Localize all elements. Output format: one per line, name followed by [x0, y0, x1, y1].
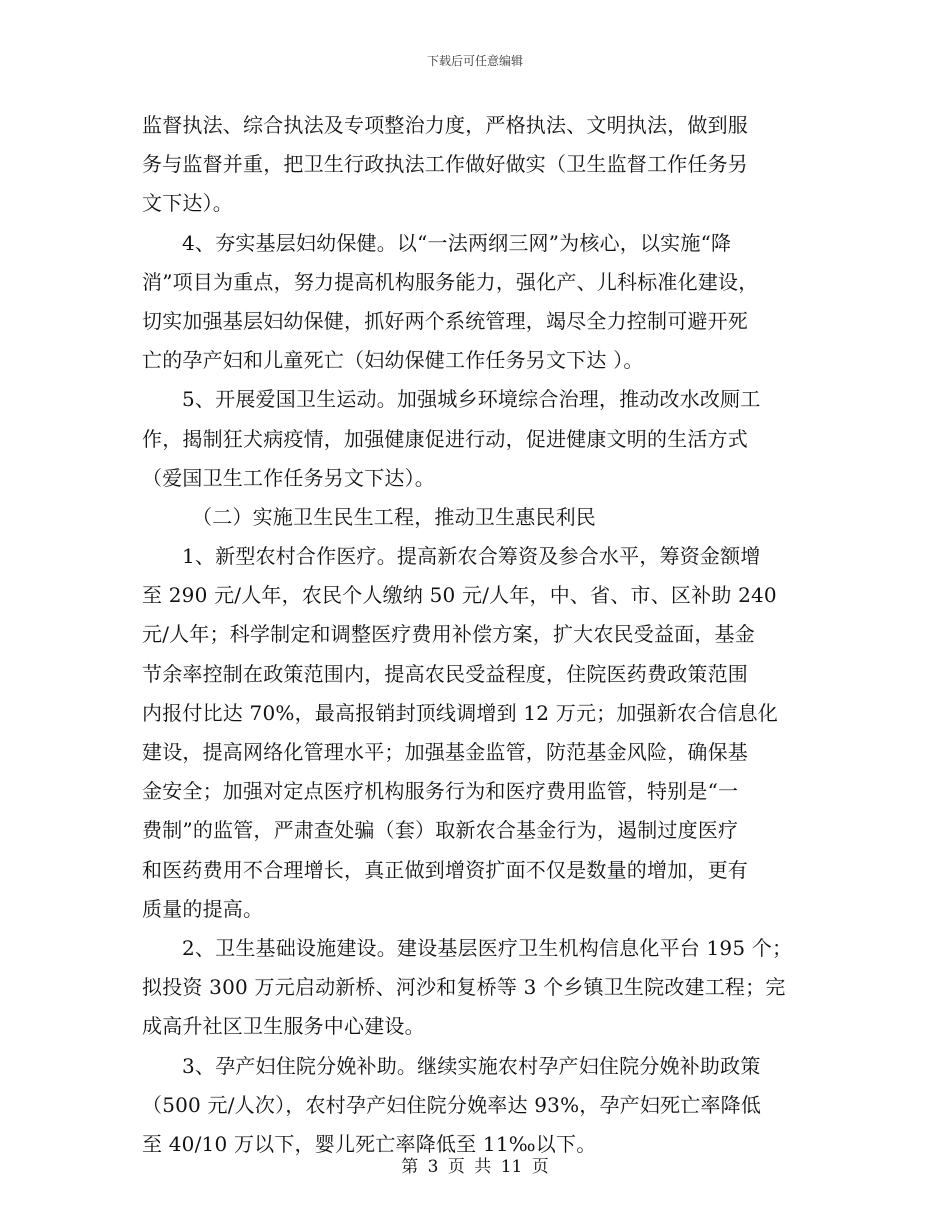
body-line: 务与监督并重，把卫生行政执法工作做好做实（卫生监督工作任务另 — [142, 152, 748, 177]
document-body — [142, 106, 808, 1164]
body-line: 内报付比达 70%，最高报销封顶线调增到 12 万元；加强新农合信息化 — [142, 700, 778, 725]
body-line: 元/人年；科学制定和调整医疗费用补偿方案，扩大农民受益面，基金 — [142, 622, 755, 647]
body-line: 节余率控制在政策范围内，提高农民受益程度，住院医药费政策范围 — [142, 661, 748, 686]
body-line: 和医药费用不合理增长，真正做到增资扩面不仅是数量的增加，更有 — [142, 857, 748, 882]
paragraph-start-line: 1、新型农村合作医疗。提高新农合筹资及参合水平，筹资金额增 — [182, 544, 761, 569]
paragraph-start-line: 3、孕产妇住院分娩补助。继续实施农村孕产妇住院分娩补助政策 — [182, 1053, 761, 1078]
section-heading: （二）实施卫生民生工程，推动卫生惠民利民 — [192, 504, 596, 529]
body-line: 质量的提高。 — [142, 896, 264, 921]
body-line: 监督执法、综合执法及专项整治力度，严格执法、文明执法，做到服 — [142, 113, 748, 137]
body-line: 切实加强基层妇幼保健，抓好两个系统管理，竭尽全力控制可避开死 — [142, 308, 748, 333]
paragraph-start-line: 5、开展爱国卫生运动。加强城乡环境综合治理，推动改水改厕工 — [182, 387, 761, 412]
paragraph-start-line: 4、夯实基层妇幼保健。以“一法两纲三网”为核心，以实施“降 — [182, 230, 732, 255]
body-line: 费制”的监管，严肃查处骗（套）取新农合基金行为，遏制过度医疗 — [142, 818, 739, 843]
body-line: 消”项目为重点，努力提高机构服务能力，强化产、儿科标准化建设， — [142, 269, 759, 294]
body-line: 金安全；加强对定点医疗机构服务行为和医疗费用监管，特别是“一 — [142, 779, 739, 804]
body-line: 成高升社区卫生服务中心建设。 — [142, 1014, 425, 1039]
body-line: （爱国卫生工作任务另文下达）。 — [142, 465, 435, 490]
page-header: 下载后可任意编辑 — [426, 54, 523, 68]
body-line: 作，揭制狂犬病疫情，加强健康促进行动，促进健康文明的生活方式 — [142, 426, 748, 451]
body-line: 亡的孕产妇和儿童死亡（妇幼保健工作任务另文下达 ）。 — [142, 348, 644, 373]
body-line: 至 40/10 万以下，婴儿死亡率降低至 11‰以下。 — [142, 1131, 597, 1156]
body-line: 文下达）。 — [142, 191, 233, 216]
page-footer: 第 3 页 共 11 页 — [401, 1157, 549, 1177]
body-line: 至 290 元/人年，农民个人缴纳 50 元/人年，中、省、市、区补助 240 — [142, 583, 777, 608]
body-line: 拟投资 300 万元启动新桥、河沙和复桥等 3 个乡镇卫生院改建工程；完 — [142, 975, 786, 1000]
paragraph-start-line: 2、卫生基础设施建设。建设基层医疗卫生机构信息化平台 195 个； — [182, 935, 793, 960]
body-line: 建设，提高网络化管理水平；加强基金监管，防范基金风险，确保基 — [142, 740, 748, 764]
body-line: （500 元/人次），农村孕产妇住院分娩率达 93%，孕产妇死亡率降低 — [142, 1092, 762, 1117]
